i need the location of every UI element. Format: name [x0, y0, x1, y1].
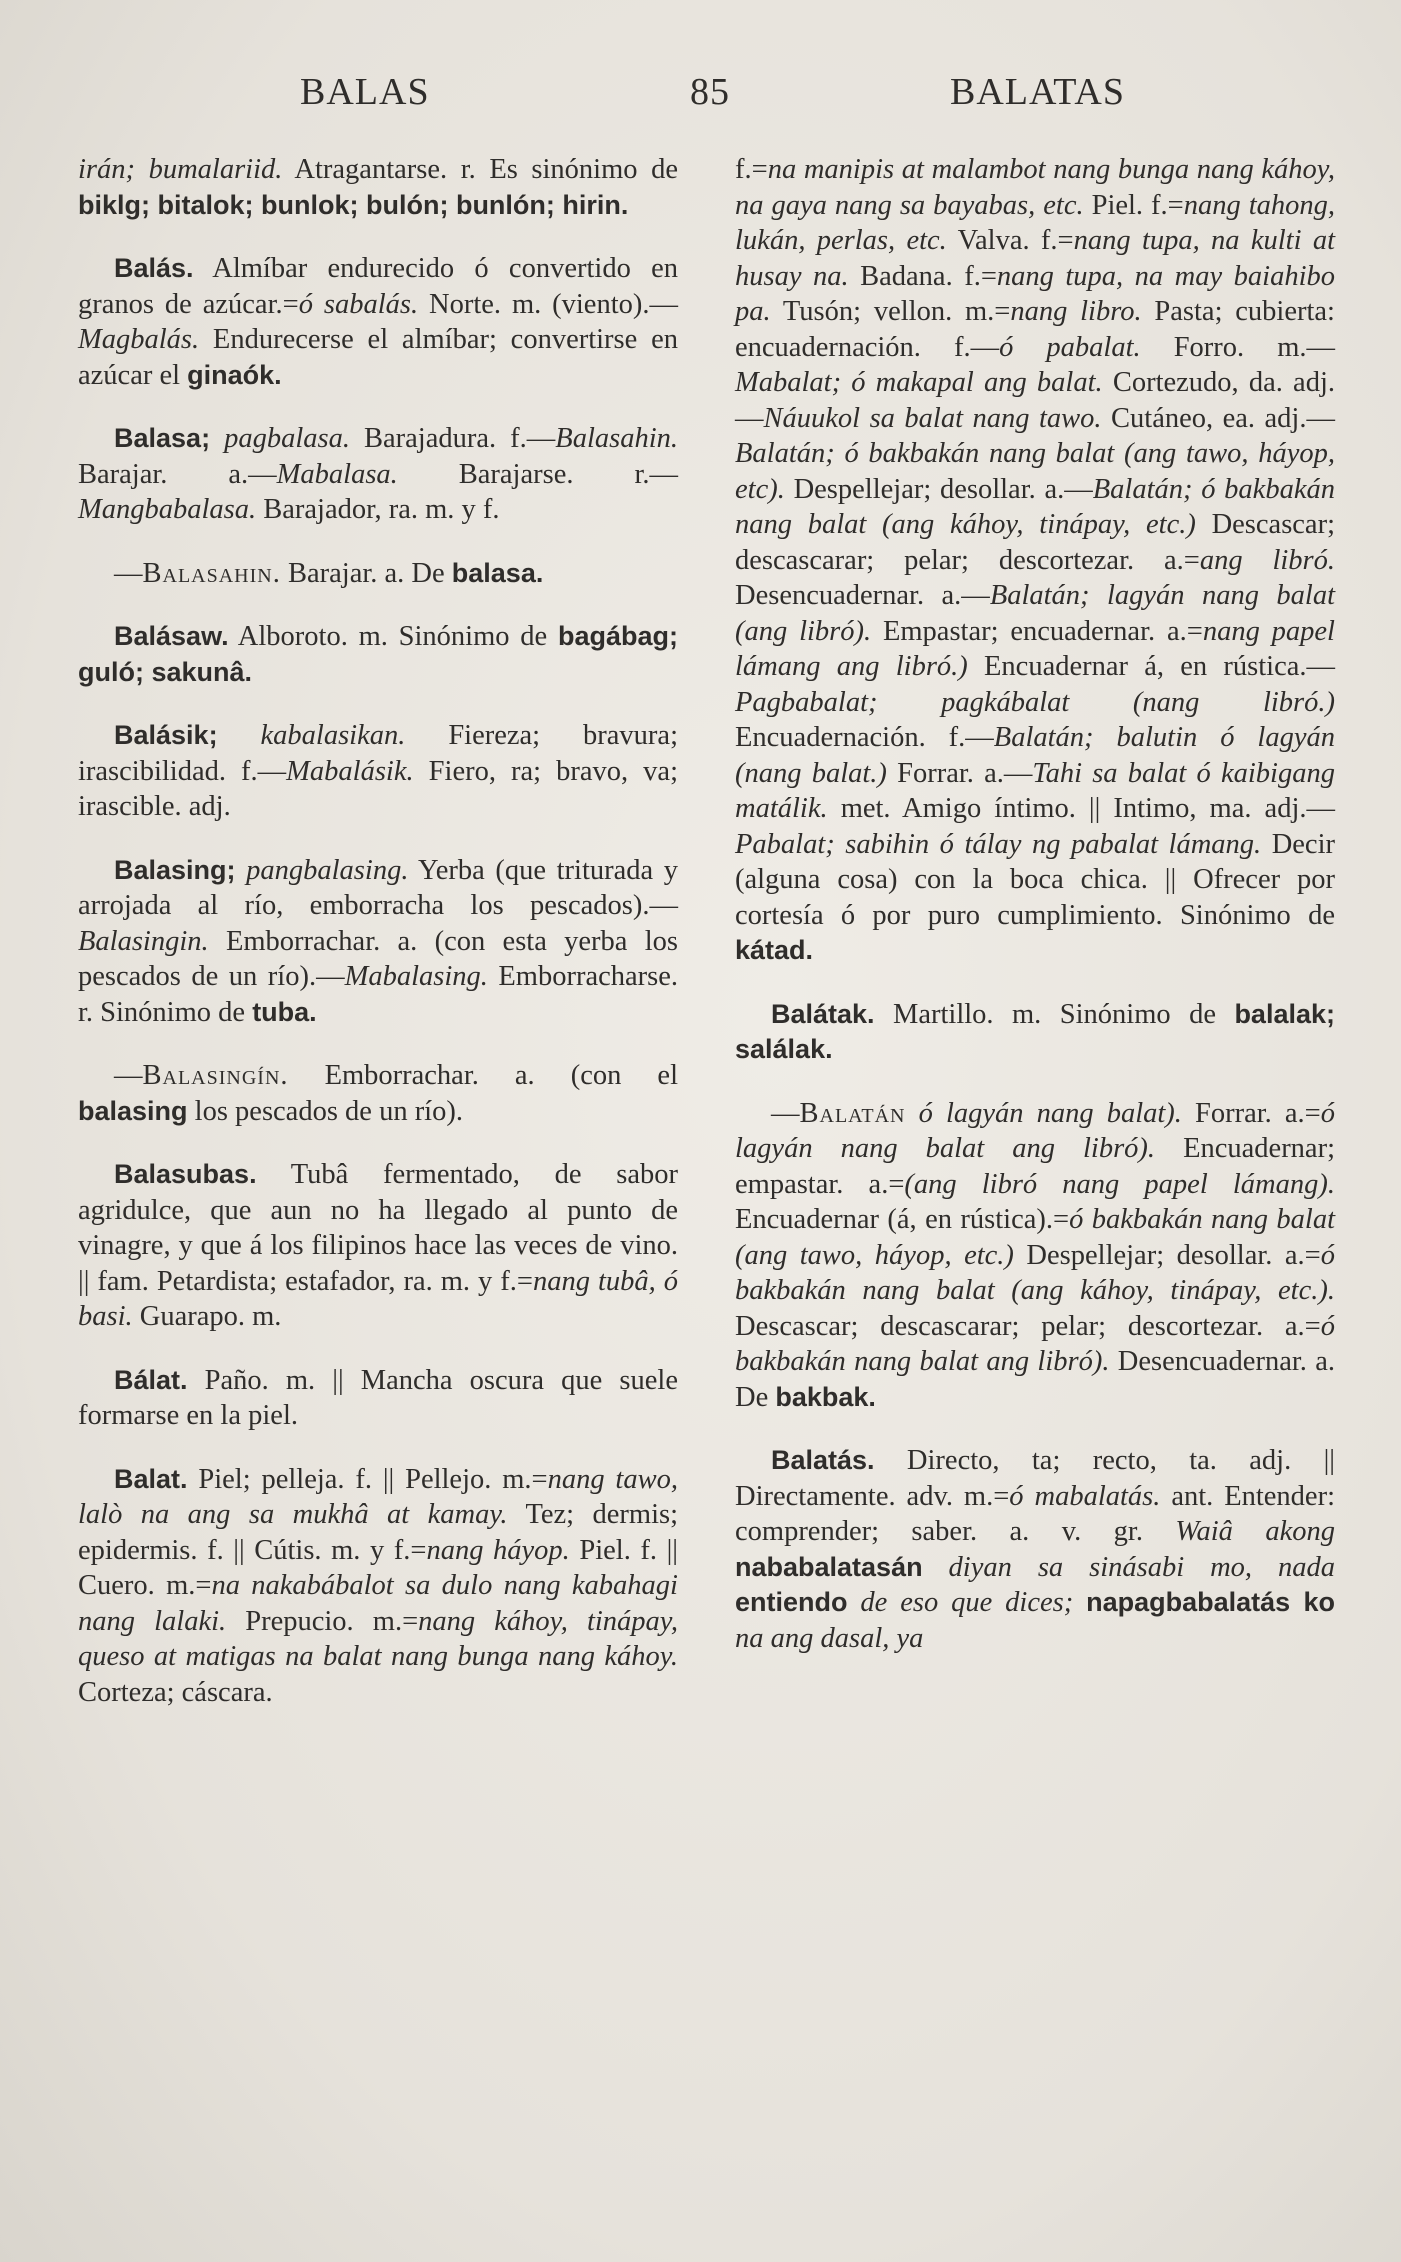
dictionary-entry-balasing: Balasing; pangbalasing. Yerba (que triturada y arrojada al río, emborracha los pescados).—Balasingin. Emborrachar. a. (con esta yerba los pescados de un río).—Mabalasing. Emborracharse. r. Sinónimo de tuba. — [78, 854, 679, 1028]
left-column — [78, 152, 678, 1738]
dictionary-entry-balat1: Bálat. Paño. m. || Mancha oscura que suele formarse en la piel. — [78, 1364, 678, 1431]
page-number: 85 — [690, 71, 730, 113]
dictionary-entry-balatas: Balatás. Directo, ta; recto, ta. adj. || Directamente. adv. m.=ó mabalatás. ant. Entender: comprender; saber. a. v. gr. Waiâ akong nababalatasán diyan sa sinásabi mo, nada entiendo de eso que dices; napagbabalatás ko na ang dasal, ya — [735, 1445, 1336, 1654]
dictionary-entry-balat2: Balat. Piel; pelleja. f. || Pellejo. m.=nang tawo, lalò na ang sa mukhâ at kamay. Tez; dermis; epidermis. f. || Cútis. m. y f.=nang háyop. Piel. f. || Cuero. m.=na nakabábalot sa dulo nang kabahagi nang lalaki. Prepucio. m.=nang káhoy, tinápay, queso at matigas na balat nang bunga nang káhoy. Corteza; cáscara. — [78, 1463, 679, 1708]
dictionary-entry-balasa: Balasa; pagbalasa. Barajadura. f.—Balasahin. Barajar. a.—Mabalasa. Barajarse. r.—Mangbabalasa. Barajador, ra. m. y f. — [78, 423, 679, 525]
dictionary-entry-balasingin: —Balasingín. Emborrachar. a. (con el balasing los pescados de un río). — [78, 1060, 678, 1127]
header-left-word: BALAS — [300, 71, 430, 113]
running-header — [0, 70, 1401, 130]
dictionary-entry-balatak: Balátak. Martillo. m. Sinónimo de balalak; salálak. — [735, 998, 1335, 1064]
dictionary-entry-cont: irán; bumalariid. Atragantarse. r. Es sinónimo de biklg; bitalok; bunlok; bulón; bunlón; hirin. — [78, 154, 678, 220]
dictionary-entry-balasik: Balásik; kabalasikan. Fiereza; bravura; irascibilidad. f.—Mabalásik. Fiero, ra; bravo, va; irascible. adj. — [78, 720, 678, 822]
right-column — [735, 152, 1335, 1684]
dictionary-entry-balasaw: Balásaw. Alboroto. m. Sinónimo de bagábag; guló; sakunâ. — [78, 621, 678, 687]
dictionary-entry-balat2-cont: f.=na manipis at malambot nang bunga nang káhoy, na gaya nang sa bayabas, etc. Piel. f.=nang tahong, lukán, perlas, etc. Valva. f.=nang tupa, na kulti at husay na. Badana. f.=nang tupa, na may baiahibo pa. Tusón; vellon. m.=nang libro. Pasta; cubierta: encuadernación. f.—ó pabalat. Forro. m.—Mabalat; ó makapal ang balat. Cortezudo, da. adj.—Náuukol sa balat nang tawo. Cutáneo, ea. adj.—Balatán; ó bakbakán nang balat (ang tawo, háyop, etc). Despellejar; desollar. a.—Balatán; ó bakbakán nang balat (ang káhoy, tinápay, etc.) Descascar; descascarar; pelar; descortezar. a.=ang libró. Desencuadernar. a.—Balatán; lagyán nang balat (ang libró). Empastar; encuadernar. a.=nang papel lámang ang libró.) Encuadernar á, en rústica.—Pagbabalat; pagkábalat (nang libró.) Encuadernación. f.—Balatán; balutin ó lagyán (nang balat.) Forrar. a.—Tahi sa balat ó kaibigang matálik. met. Amigo íntimo. || Intimo, ma. adj.—Pabalat; sabihin ó tálay ng pabalat lámang. Decir (alguna cosa) con la boca chica. || Ofrecer por cortesía ó por puro cumplimiento. Sinónimo de kátad. — [735, 154, 1336, 965]
dictionary-entry-balatan: —Balatán ó lagyán nang balat). Forrar. a.=ó lagyán nang balat ang libró). Encuadernar; empastar. a.=(ang libró nang papel lámang). Encuadernar (á, en rústica).=ó bakbakán nang balat (ang tawo, háyop, etc.) Despellejar; desollar. a.=ó bakbakán nang balat (ang káhoy, tinápay, etc.). Descascar; descascarar; pelar; descortezar. a.=ó bakbakán nang balat ang libró). Desencuadernar. a. De bakbak. — [735, 1097, 1336, 1413]
dictionary-entry-balas: Balás. Almíbar endurecido ó convertido en granos de azúcar.=ó sabalás. Norte. m. (viento).—Magbalás. Endurecerse el almíbar; convertirse en azúcar el ginaók. — [78, 253, 678, 391]
header-right-word: BALATAS — [950, 71, 1125, 113]
dictionary-entry-balasahin: —Balasahin. Barajar. a. De balasa. — [114, 557, 544, 589]
dictionary-entry-balasubas: Balasubas. Tubâ fermentado, de sabor agridulce, que aun no ha llegado al punto de vinagre, y que á los filipinos hace las veces de vino. || fam. Petardista; estafador, ra. m. y f.=nang tubâ, ó basi. Guarapo. m. — [78, 1159, 678, 1332]
